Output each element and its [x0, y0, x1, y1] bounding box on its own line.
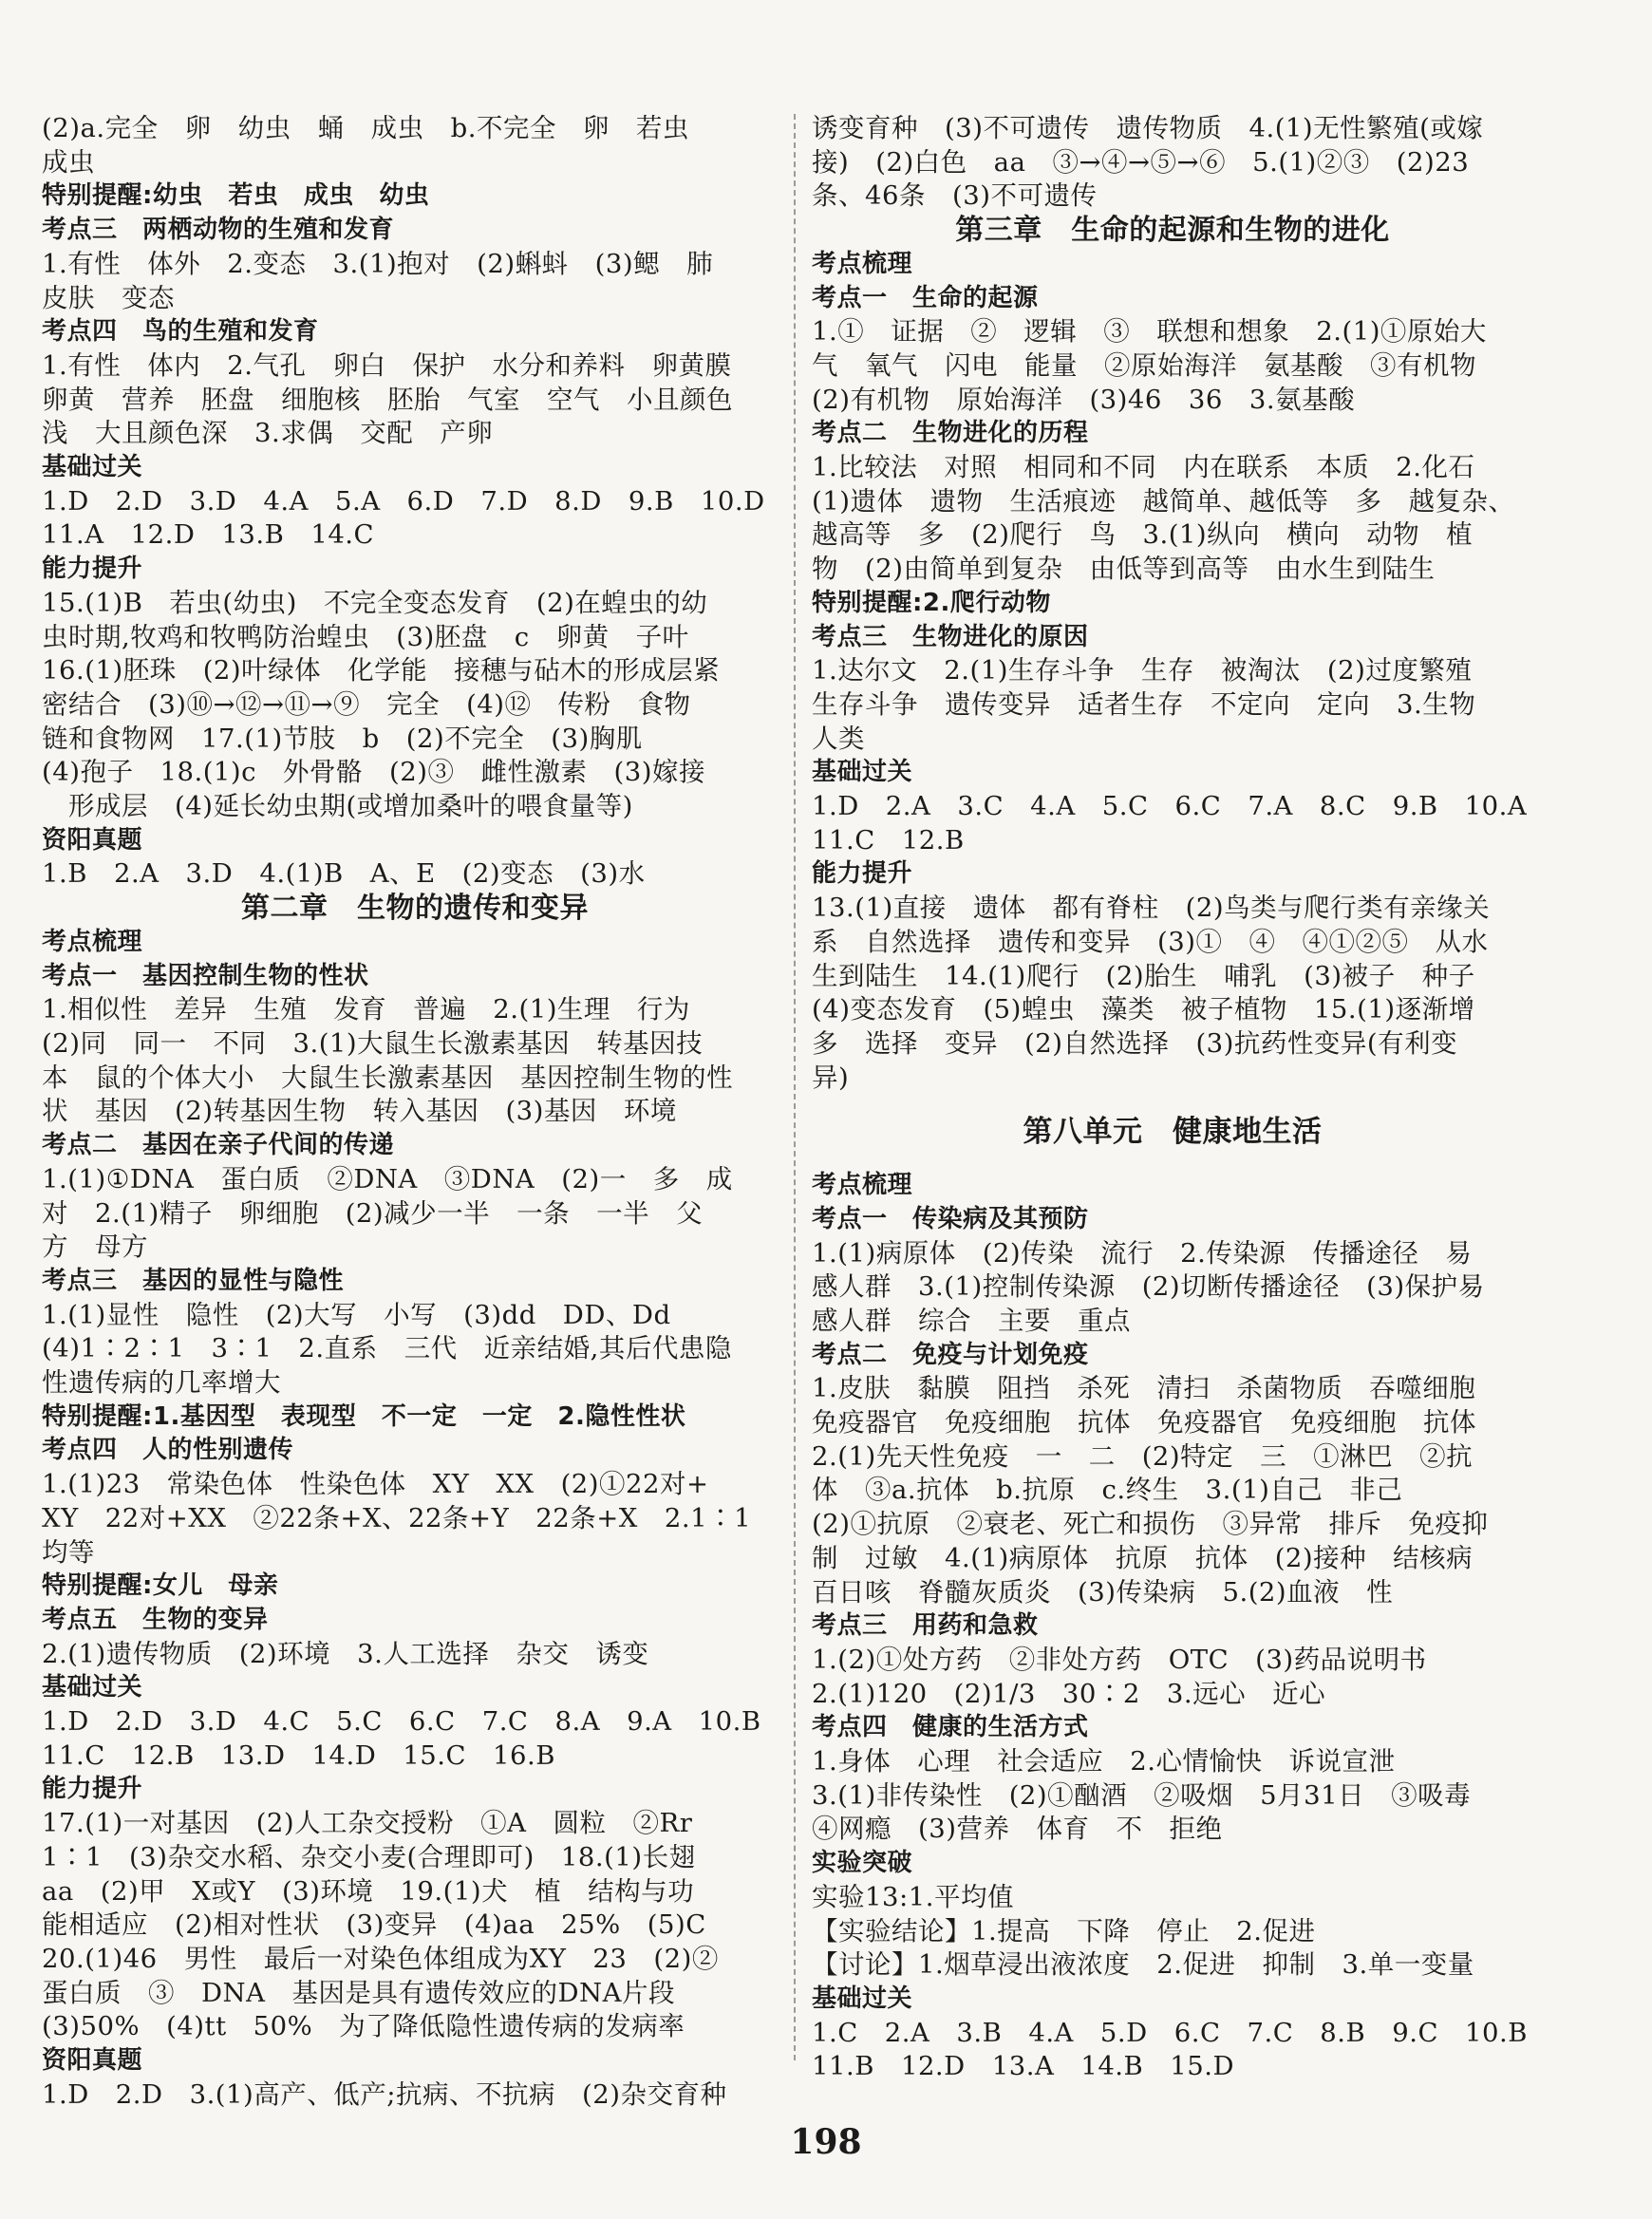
section-heading: 特别提醒:1.基因型 表现型 不一定 一定 2.隐性性状	[42, 1401, 686, 1431]
answer-line: 2.(1)先天性免疫 一 二 (2)特定 三 ①淋巴 ②抗	[812, 1440, 1474, 1472]
answer-line: 3.(1)非传染性 (2)①酗酒 ②吸烟 5月31日 ③吸毒	[812, 1779, 1472, 1811]
answer-line: 1.(1)23 常染色体 性染色体 XY XX (2)①22对+	[42, 1469, 709, 1500]
unit-title: 第八单元 健康地生活	[1023, 1116, 1323, 1150]
answer-line: 生到陆生 14.(1)爬行 (2)胎生 哺乳 (3)被子 种子	[812, 960, 1475, 991]
answer-line: ④网瘾 (3)营养 体育 不 拒绝	[812, 1814, 1223, 1845]
answer-line: 感人群 3.(1)控制传染源 (2)切断传播途径 (3)保护易	[812, 1271, 1485, 1303]
answer-line: (4)变态发育 (5)蝗虫 藻类 被子植物 15.(1)逐渐增	[812, 994, 1475, 1025]
answer-line: 1.B 2.A 3.D 4.(1)B A、E (2)变态 (3)水	[42, 858, 646, 890]
answer-line: 11.A 12.D 13.B 14.C	[42, 519, 375, 551]
section-heading: 考点梳理	[812, 249, 913, 278]
answer-line: 体 ③a.抗体 b.抗原 c.终生 3.(1)自己 非己	[812, 1475, 1403, 1506]
section-heading: 能力提升	[42, 555, 143, 584]
left-column	[42, 112, 788, 2112]
answer-line: 1.D 2.D 3.(1)高产、低产;抗病、不抗病 (2)杂交育种	[42, 2078, 727, 2110]
section-heading: 特别提醒:幼虫 若虫 成虫 幼虫	[42, 181, 430, 211]
section-heading: 考点三 两栖动物的生殖和发育	[42, 216, 395, 245]
answer-line: 卵黄 营养 胚盘 细胞核 胚胎 气室 空气 小且颜色	[42, 384, 733, 415]
section-heading: 考点二 生物进化的历程	[812, 419, 1089, 448]
answer-line: 1.C 2.A 3.B 4.A 5.D 6.C 7.C 8.B 9.C 10.B	[812, 2017, 1528, 2048]
answer-line: 1.(1)病原体 (2)传染 流行 2.传染源 传播途径 易	[812, 1237, 1473, 1269]
answer-line: XY 22对+XX ②22条+X、22条+Y 22条+X 2.1∶1	[42, 1502, 752, 1533]
answer-line: 1∶1 (3)杂交水稻、杂交小麦(合理即可) 18.(1)长翅	[42, 1841, 696, 1872]
answer-line: 诱变育种 (3)不可遗传 遗传物质 4.(1)无性繁殖(或嫁	[812, 113, 1484, 143]
answer-line: 性遗传病的几率增大	[42, 1367, 281, 1399]
answer-line: 成虫	[42, 146, 95, 178]
answer-line: (4)孢子 18.(1)c 外骨骼 (2)③ 雌性激素 (3)嫁接	[42, 757, 705, 788]
section-heading: 考点三 生物进化的原因	[812, 622, 1089, 651]
section-heading: 考点梳理	[42, 927, 143, 956]
answer-line: 生存斗争 遗传变异 适者生存 不定向 定向 3.生物	[812, 688, 1476, 720]
answer-line: 2.(1)遗传物质 (2)环境 3.人工选择 杂交 诱变	[42, 1638, 649, 1669]
answer-line: 1.身体 心理 社会适应 2.心情愉快 诉说宣泄	[812, 1746, 1396, 1777]
section-heading: 考点梳理	[812, 1171, 913, 1200]
answer-line: 状 基因 (2)转基因生物 转入基因 (3)基因 环境	[42, 1096, 677, 1127]
section-heading: 基础过关	[812, 1984, 913, 2013]
answer-line: 方 母方	[42, 1232, 148, 1263]
answer-line: 能相适应 (2)相对性状 (3)变异 (4)aa 25% (5)C	[42, 1909, 706, 1941]
answer-line: 均等	[42, 1536, 95, 1568]
section-heading: 特别提醒:2.爬行动物	[812, 588, 1051, 617]
answer-line: 1.① 证据 ② 逻辑 ③ 联想和想象 2.(1)①原始大	[812, 316, 1487, 348]
answer-line: 17.(1)一对基因 (2)人工杂交授粉 ①A 圆粒 ②Rr	[42, 1808, 693, 1839]
section-heading: 实验突破	[812, 1849, 913, 1878]
answer-line: 制 过敏 4.(1)病原体 抗原 抗体 (2)接种 结核病	[812, 1542, 1474, 1573]
section-heading: 资阳真题	[42, 825, 143, 855]
answer-line: (2)同 同一 不同 3.(1)大鼠生长激素基因 转基因技	[42, 1027, 704, 1059]
answer-line: (1)遗体 遗物 生活痕迹 越简单、越低等 多 越复杂、	[812, 485, 1515, 517]
answer-line: 物 (2)由简单到复杂 由低等到高等 由水生到陆生	[812, 554, 1436, 585]
answer-line: 1.D 2.D 3.D 4.C 5.C 6.C 7.C 8.A 9.A 10.B	[42, 1706, 761, 1738]
section-heading: 考点二 基因在亲子代间的传递	[42, 1131, 395, 1160]
answer-line: (2)有机物 原始海洋 (3)46 36 3.氨基酸	[812, 384, 1356, 415]
section-heading: 考点二 免疫与计划免疫	[812, 1340, 1089, 1369]
answer-line: 越高等 多 (2)爬行 鸟 3.(1)纵向 横向 动物 植	[812, 519, 1474, 551]
section-heading: 考点一 传染病及其预防	[812, 1204, 1089, 1233]
answer-line: 异)	[812, 1062, 850, 1093]
answer-line: 形成层 (4)延长幼虫期(或增加桑叶的喂食量等)	[42, 791, 633, 822]
answer-line: 虫时期,牧鸡和牧鸭防治蝗虫 (3)胚盘 c 卵黄 子叶	[42, 621, 689, 652]
answer-line: 1.有性 体内 2.气孔 卵白 保护 水分和养料 卵黄膜	[42, 349, 732, 381]
section-heading: 基础过关	[812, 758, 913, 787]
section-heading: 能力提升	[812, 859, 913, 889]
answer-line: (2)a.完全 卵 幼虫 蛹 成虫 b.不完全 卵 若虫	[42, 113, 689, 143]
answer-line: 条、46条 (3)不可遗传	[812, 180, 1098, 212]
section-heading: 考点五 生物的变异	[42, 1605, 269, 1634]
answer-line: 2.(1)120 (2)1/3 30∶2 3.远心 近心	[812, 1678, 1326, 1709]
answer-line: 实验13:1.平均值	[812, 1881, 1014, 1912]
answer-line: 接) (2)白色 aa ③→④→⑤→⑥ 5.(1)②③ (2)23	[812, 146, 1470, 178]
answer-line: 1.(2)①处方药 ②非处方药 OTC (3)药品说明书	[812, 1644, 1427, 1675]
answer-line: 本 鼠的个体大小 大鼠生长激素基因 基因控制生物的性	[42, 1062, 733, 1093]
section-heading: 考点三 基因的显性与隐性	[42, 1266, 345, 1295]
answer-line: (2)①抗原 ②衰老、死亡和损伤 ③异常 排斥 免疫抑	[812, 1509, 1489, 1540]
chapter-title: 第三章 生命的起源和生物的进化	[955, 214, 1390, 248]
answer-line: 11.B 12.D 13.A 14.B 15.D	[812, 2051, 1235, 2082]
column-divider	[794, 114, 796, 2060]
section-heading: 基础过关	[42, 1673, 143, 1702]
answer-line: 11.C 12.B 13.D 14.D 15.C 16.B	[42, 1739, 556, 1771]
answer-line: 免疫器官 免疫细胞 抗体 免疫器官 免疫细胞 抗体	[812, 1407, 1476, 1439]
chapter-title: 第二章 生物的遗传和变异	[241, 892, 589, 926]
answer-line: 20.(1)46 男性 最后一对染色体组成为XY 23 (2)②	[42, 1943, 719, 1974]
answer-line: 蛋白质 ③ DNA 基因是具有遗传效应的DNA片段	[42, 1977, 675, 2008]
answer-line: aa (2)甲 X或Y (3)环境 19.(1)犬 植 结构与功	[42, 1875, 695, 1907]
answer-line: 皮肤 变态	[42, 282, 175, 313]
section-heading: 能力提升	[42, 1775, 143, 1804]
section-heading: 资阳真题	[42, 2046, 143, 2076]
answer-line: 对 2.(1)精子 卵细胞 (2)减少一半 一条 一半 父	[42, 1197, 704, 1229]
answer-line: 多 选择 变异 (2)自然选择 (3)抗药性变异(有利变	[812, 1027, 1458, 1059]
answer-line: 密结合 (3)⑩→⑫→⑪→⑨ 完全 (4)⑫ 传粉 食物	[42, 688, 691, 720]
answer-line: 1.有性 体外 2.变态 3.(1)抱对 (2)蝌蚪 (3)鳃 肺	[42, 248, 714, 279]
answer-line: 百日咳 脊髓灰质炎 (3)传染病 5.(2)血液 性	[812, 1576, 1394, 1608]
section-heading: 考点三 用药和急救	[812, 1611, 1039, 1641]
answer-line: 1.相似性 差异 生殖 发育 普遍 2.(1)生理 行为	[42, 994, 690, 1025]
section-heading: 考点一 生命的起源	[812, 283, 1039, 312]
page-number: 198	[790, 2122, 862, 2162]
answer-line: 1.达尔文 2.(1)生存斗争 生存 被淘汰 (2)过度繁殖	[812, 655, 1473, 686]
section-heading: 基础过关	[42, 453, 143, 482]
answer-line: 浅 大且颜色深 3.求偶 交配 产卵	[42, 418, 494, 449]
answer-line: 【实验结论】1.提高 下降 停止 2.促进	[812, 1915, 1316, 1946]
answer-line: 1.D 2.D 3.D 4.A 5.A 6.D 7.D 8.D 9.B 10.D	[42, 485, 765, 517]
answer-line: 【讨论】1.烟草浸出液浓度 2.促进 抑制 3.单一变量	[812, 1949, 1474, 1981]
answer-line: 链和食物网 17.(1)节肢 b (2)不完全 (3)胸肌	[42, 723, 643, 754]
section-heading: 考点一 基因控制生物的性状	[42, 961, 369, 990]
answer-line: 人类	[812, 723, 865, 754]
right-column	[812, 112, 1533, 2084]
answer-line: 1.比较法 对照 相同和不同 内在联系 本质 2.化石	[812, 452, 1475, 483]
section-heading: 考点四 健康的生活方式	[812, 1713, 1089, 1742]
answer-line: 15.(1)B 若虫(幼虫) 不完全变态发育 (2)在蝗虫的幼	[42, 587, 708, 618]
answer-line: 感人群 综合 主要 重点	[812, 1305, 1131, 1336]
section-heading: 考点四 人的性别遗传	[42, 1436, 294, 1465]
answer-line: 1.(1)显性 隐性 (2)大写 小写 (3)dd DD、Dd	[42, 1299, 671, 1330]
answer-line: 13.(1)直接 遗体 都有脊柱 (2)鸟类与爬行类有亲缘关	[812, 893, 1491, 924]
answer-line: 11.C 12.B	[812, 824, 965, 856]
answer-line: 1.皮肤 黏膜 阻挡 杀死 清扫 杀菌物质 吞噬细胞	[812, 1373, 1476, 1404]
answer-line: 系 自然选择 遗传和变异 (3)① ④ ④①②⑤ 从水	[812, 926, 1489, 957]
answer-line: 气 氧气 闪电 能量 ②原始海洋 氨基酸 ③有机物	[812, 349, 1476, 381]
answer-line: 1.D 2.A 3.C 4.A 5.C 6.C 7.A 8.C 9.B 10.A	[812, 791, 1528, 822]
section-heading: 考点四 鸟的生殖和发育	[42, 317, 319, 347]
answer-line: 1.(1)①DNA 蛋白质 ②DNA ③DNA (2)一 多 成	[42, 1163, 733, 1194]
section-heading: 特别提醒:女儿 母亲	[42, 1571, 279, 1601]
answer-line: 16.(1)胚珠 (2)叶绿体 化学能 接穗与砧木的形成层紧	[42, 655, 721, 686]
answer-line: (3)50% (4)tt 50% 为了降低隐性遗传病的发病率	[42, 2011, 685, 2042]
answer-line: (4)1∶2∶1 3∶1 2.直系 三代 近亲结婚,其后代患隐	[42, 1333, 732, 1364]
